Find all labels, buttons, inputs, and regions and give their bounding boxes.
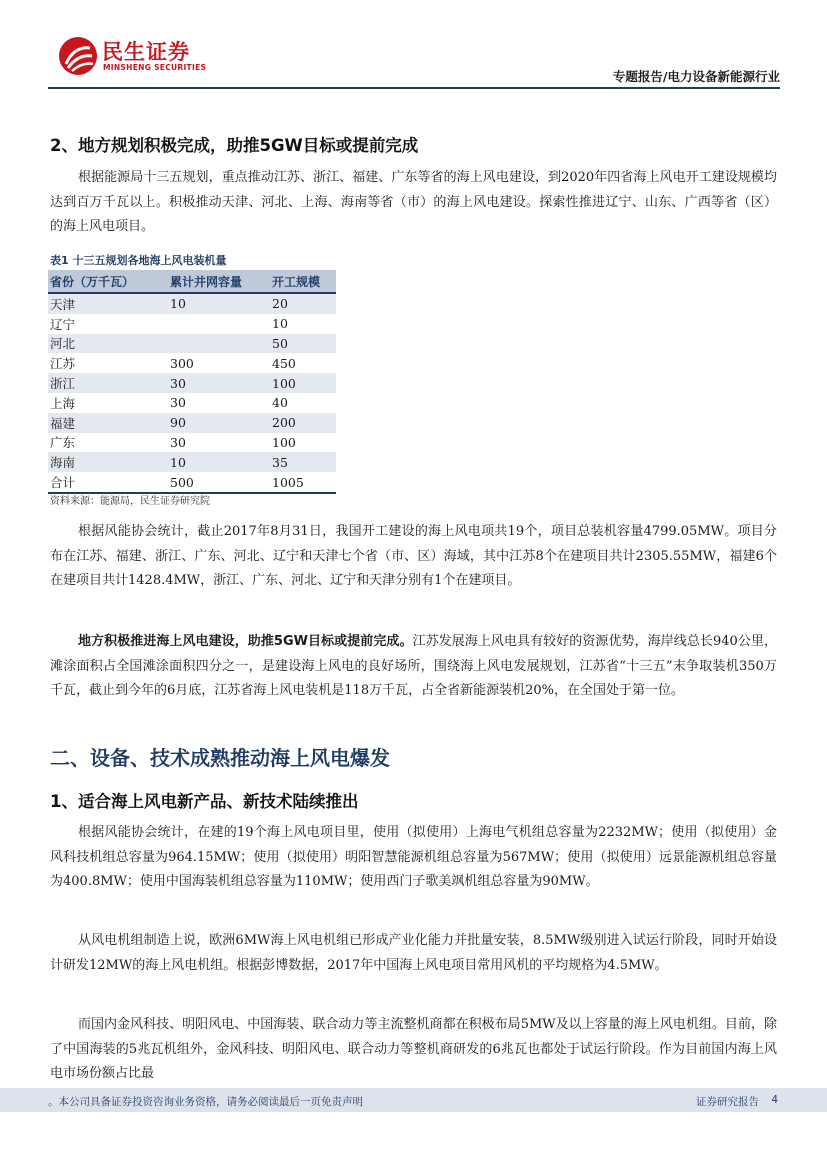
footer-report-label: 证券研究报告 <box>696 1096 759 1108</box>
table-cell: 20 <box>270 293 336 314</box>
table-header-grid-capacity: 累计并网容量 <box>168 270 270 293</box>
company-logo <box>58 34 218 78</box>
paragraph-4-text: 根据风能协会统计，在建的19个海上风电项目里，使用（拟使用）上海电气机组总容量为2232MW；使用（拟使用）金风科技机组总容量为964.15MW；使用（拟使用）明阳智慧能源机组总容量为567MW；使用（拟使用）远景能源机组总容量为400.8MW；使用中国海装机组总容量为110MW；使用西门子歌美飒机组总容量为90MW。 <box>50 825 777 889</box>
table-cell: 100 <box>272 434 296 450</box>
table-header-province: 省份（万千瓦） <box>48 270 168 293</box>
table-cell: 福建 <box>48 413 168 433</box>
minsheng-logo-icon <box>58 36 98 76</box>
table-cell: 30 <box>170 395 186 411</box>
table-cell: 1005 <box>270 472 336 493</box>
footer-disclaimer: 。本公司具备证券投资咨询业务资格，请务必阅读最后一页免责声明 <box>48 1096 363 1108</box>
table-row <box>48 353 336 373</box>
paragraph-3-lead: 地方积极推进海上风电建设，助推5GW目标或提前完成。 <box>78 634 413 649</box>
table-header-construction-scale: 开工规模 <box>270 270 336 293</box>
table-row <box>48 334 336 354</box>
table-cell: 10 <box>168 293 270 314</box>
table-row <box>48 433 336 453</box>
table-row <box>48 393 336 413</box>
table-row-total <box>48 472 336 493</box>
table-row <box>48 413 336 433</box>
table-cell: 河北 <box>48 334 168 354</box>
table-cell: 90 <box>168 413 270 433</box>
capacity-table <box>48 270 336 494</box>
table-cell: 广东 <box>50 435 76 451</box>
paragraph-6-text: 而国内金风科技、明阳风电、中国海装、联合动力等主流整机商都在积极布局5MW及以上容量的海上风电机组。目前，除了中国海装的5兆瓦机组外，金风科技、明阳风电、联合动力等整机商研发的6兆瓦也都处于试运行阶段。作为目前国内海上风电市场份额占比最 <box>50 1017 777 1081</box>
table-row <box>48 452 336 472</box>
table-cell: 合计 <box>48 472 168 493</box>
table-cell: 辽宁 <box>50 316 76 332</box>
section-heading-2: 2、地方规划积极完成，助推5GW目标或提前完成 <box>50 136 419 155</box>
table-caption: 表1 十三五规划各地海上风电装机量 <box>50 254 227 267</box>
table-cell: 200 <box>270 413 336 433</box>
report-type: 专题报告/电力设备新能源行业 <box>612 69 780 84</box>
header-divider <box>48 87 780 89</box>
section-heading-1: 1、适合海上风电新产品、新技术陆续推出 <box>50 792 359 811</box>
paragraph-2 <box>50 520 777 594</box>
table-cell: 40 <box>272 395 288 411</box>
table-cell: 30 <box>170 434 186 450</box>
table-cell: 10 <box>272 316 288 332</box>
table-source: 资料来源：能源局，民生证券研究院 <box>50 496 210 507</box>
table-cell: 江苏 <box>50 356 76 372</box>
paragraph-5 <box>50 929 777 978</box>
paragraph-4 <box>50 821 777 895</box>
paragraph-1-text: 根据能源局十三五规划，重点推动江苏、浙江、福建、广东等省的海上风电建设，到2020年四省海上风电开工建设规模均达到百万千瓦以上。积极推动天津、河北、上海、海南等省（市）的海上风电建设。探索性推进辽宁、山东、广西等省（区）的海上风电项目。 <box>50 170 777 234</box>
table-header-row <box>48 270 336 293</box>
table-cell: 浙江 <box>48 373 168 393</box>
table-cell: 30 <box>168 373 270 393</box>
paragraph-3 <box>50 630 777 704</box>
chapter-heading: 二、设备、技术成熟推动海上风电爆发 <box>50 746 390 770</box>
table-cell <box>168 334 270 354</box>
table-cell: 天津 <box>48 293 168 314</box>
logo-english-name: MINSHENG SECURITIES <box>103 63 207 72</box>
table-cell: 50 <box>270 334 336 354</box>
paragraph-3-text <box>50 630 777 704</box>
table-cell: 10 <box>168 452 270 472</box>
table-cell: 上海 <box>50 395 76 411</box>
paragraph-2-text: 根据风能协会统计，截止2017年8月31日，我国开工建设的海上风电项共19个，项目总装机容量4799.05MW。项目分布在江苏、福建、浙江、广东、河北、辽宁和天津七个省（市、区）海域，其中江苏8个在建项目共计2305.55MW，福建6个在建项目共计1428.4MW，浙江、广东、河北、辽宁和天津分别有1个在建项目。 <box>50 524 777 588</box>
table-cell: 450 <box>272 355 296 371</box>
table-cell: 35 <box>270 452 336 472</box>
paragraph-1 <box>50 166 777 240</box>
paragraph-3-body: 江苏发展海上风电具有较好的资源优势，海岸线总长940公里，滩涂面积占全国滩涂面积四分之一，是建设海上风电的良好场所，围绕海上风电发展规划，江苏省“十三五”末争取装机350万千瓦，截止到今年的6月底，江苏省海上风电装机是118万千瓦，占全省新能源装机20%，在全国处于第一位。 <box>50 634 777 698</box>
logo-chinese-name: 民生证券 <box>102 40 190 64</box>
paragraph-6 <box>50 1013 777 1087</box>
table-row <box>48 314 336 334</box>
table-row <box>48 373 336 393</box>
table-cell: 100 <box>270 373 336 393</box>
page-number: 4 <box>771 1094 778 1106</box>
table-cell: 500 <box>168 472 270 493</box>
table-cell: 海南 <box>48 452 168 472</box>
paragraph-5-text: 从风电机组制造上说，欧洲6MW海上风电机组已形成产业化能力并批量安装，8.5MW级别进入试运行阶段，同时开始设计研发12MW的海上风电机组。根据彭博数据，2017年中国海上风电项目常用风机的平均规格为4.5MW。 <box>50 933 777 973</box>
table-cell: 300 <box>170 355 194 371</box>
table-row <box>48 293 336 314</box>
table-cell <box>168 314 270 334</box>
